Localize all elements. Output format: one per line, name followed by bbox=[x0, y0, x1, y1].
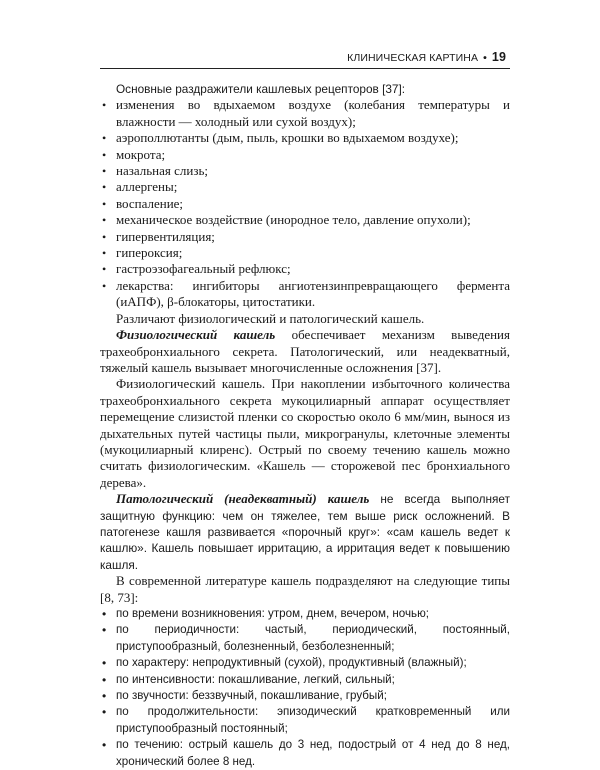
page-number: 19 bbox=[491, 50, 506, 64]
list-item: • воспаление; bbox=[100, 196, 510, 212]
list-item: • гипервентиляция; bbox=[100, 229, 510, 245]
list-item: • мокрота; bbox=[100, 147, 510, 163]
list-item: • по периодичности: частый, периодический, постоянный, приступообразный, болезненный, безболезненный; bbox=[100, 622, 510, 655]
list-item: • по продолжительности: эпизодический кратковременный или приступообразный постоянный; bbox=[100, 704, 510, 737]
section-title: КЛИНИЧЕСКАЯ КАРТИНА bbox=[347, 52, 479, 64]
header-right bbox=[347, 50, 506, 64]
pathological-text: не всегда выполняет защитную функцию: чем он тяжелее, тем выше риск осложнений. В патогенезе кашля развивается «порочный круг»: «сам кашель ведет к кашлю». Кашель повышает ирритацию, а ирритация ведет к повышению кашля. bbox=[100, 492, 511, 572]
physiological-definition-text: обеспечивает механизм выведения трахеобронхиального секрета. Патологический, или неадекватный, тяжелый кашель вызывает многочисленные осложнения [37]. bbox=[100, 327, 510, 375]
pathological-paragraph bbox=[100, 491, 510, 573]
list-item: • механическое воздействие (инородное тело, давление опухоли); bbox=[100, 212, 510, 228]
physiological-paragraph: Физиологический кашель. При накоплении избыточного количества трахеобронхиального секрета мукоцилиарный аппарат осуществляет перемещение слизистой пленки со скоростью около 6 мм/мин, вынося из дыхательных путей частицы пыли, микрогранулы, клеточные элементы (мукоцилиарный клиренс). Острый по своему течению кашель можно считать физиологическим. «Кашель — сторожевой пес бронхиального дерева». bbox=[100, 376, 510, 490]
list-item: • аэрополлютанты (дым, пыль, крошки во вдыхаемом воздухе); bbox=[100, 130, 510, 146]
list-item: • гипероксия; bbox=[100, 245, 510, 261]
list-item: • по характеру: непродуктивный (сухой), продуктивный (влажный); bbox=[100, 655, 510, 671]
physiological-definition bbox=[100, 327, 510, 376]
page-body bbox=[100, 81, 510, 770]
list-item: • аллергены; bbox=[100, 179, 510, 195]
header-bullet: • bbox=[483, 52, 487, 64]
list-item: • изменения во вдыхаемом воздухе (колебания температуры и влажности — холодный или сухой воздух); bbox=[100, 97, 510, 130]
irritants-list bbox=[100, 97, 510, 310]
physiological-term: Физиологический кашель bbox=[116, 327, 276, 343]
list-item: • по звучности: беззвучный, покашливание, грубый; bbox=[100, 688, 510, 704]
list-item: • гастроэзофагеальный рефлюкс; bbox=[100, 261, 510, 277]
list-item: • по времени возникновения: утром, днем, вечером, ночью; bbox=[100, 606, 510, 622]
types-list bbox=[100, 606, 510, 770]
types-intro: В современной литературе кашель подразделяют на следующие типы [8, 73]: bbox=[100, 573, 510, 605]
list-item: • назальная слизь; bbox=[100, 163, 510, 179]
distinguish-paragraph: Различают физиологический и патологический кашель. bbox=[116, 310, 425, 326]
pathological-term: Патологический (неадекватный) кашель bbox=[116, 491, 370, 507]
list-item: • по интенсивности: покашливание, легкий, сильный; bbox=[100, 672, 510, 688]
list-item: • по течению: острый кашель до 3 нед, подострый от 4 нед до 8 нед, хронический более 8 нед. bbox=[100, 737, 510, 770]
running-header bbox=[100, 50, 510, 69]
irritants-intro: Основные раздражители кашлевых рецепторов [37]: bbox=[116, 82, 406, 96]
list-item: • лекарства: ингибиторы ангиотензинпревращающего фермента (иАПФ), β-блокаторы, цитостатики. bbox=[100, 278, 510, 311]
